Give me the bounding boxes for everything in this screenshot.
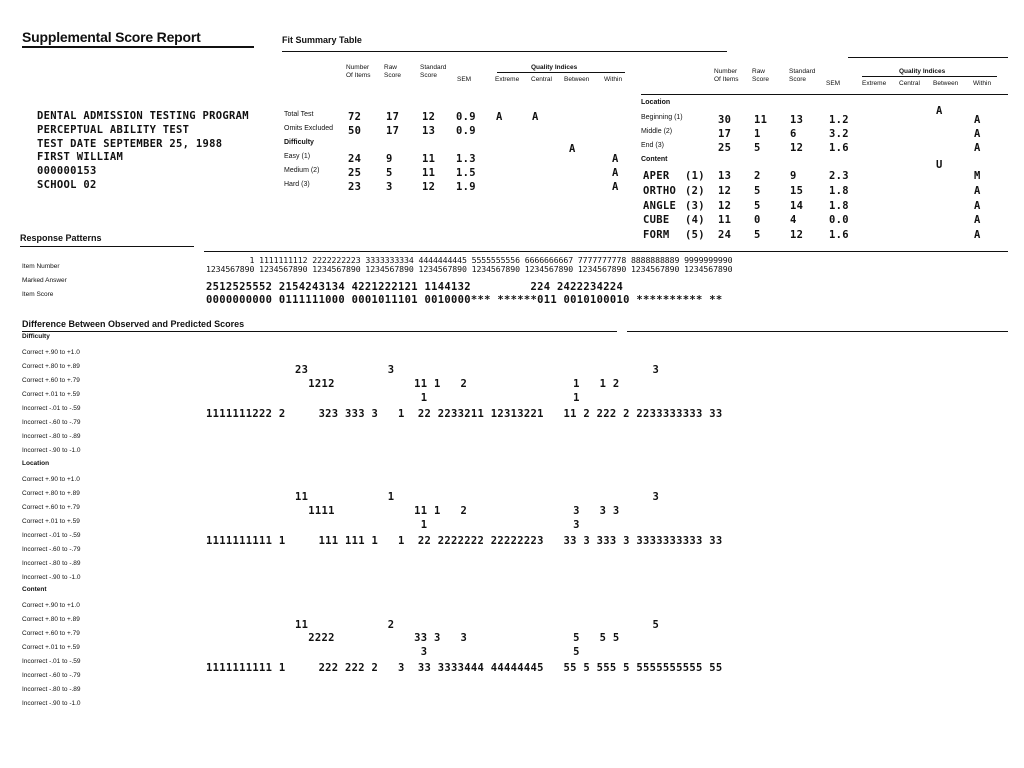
difficulty-row-2: 1212 11 1 2 1 1 2 xyxy=(295,378,620,390)
response-rule-1 xyxy=(20,246,194,247)
response-rule-2 xyxy=(204,251,1008,252)
report-title: Supplemental Score Report xyxy=(22,29,201,45)
col-number-of-items: Number Of Items xyxy=(346,64,371,79)
candidate-test-name: PERCEPTUAL ABILITY TEST xyxy=(37,123,190,136)
content-scale: Correct +.90 to +1.0 Correct +.80 to +.89 Correct +.60 to +.79 Correct +.01 to +.59 Incorrect -.01 to -.59 Incorrect -.60 to -.79 Incorrect -.80 to -.89 Incorrect -.90 to -1.0 xyxy=(22,602,81,707)
difference-rule-right xyxy=(627,331,1008,332)
right-col-raw-score: Raw Score xyxy=(752,68,769,83)
candidate-name: FIRST WILLIAM xyxy=(37,151,124,164)
location-row-3: 1 3 xyxy=(295,519,580,531)
col-sem: SEM xyxy=(457,76,472,83)
location-row-2: 1111 11 1 2 3 3 3 xyxy=(295,505,620,517)
content-row-3: 3 5 xyxy=(295,646,580,658)
response-patterns-title: Response Patterns xyxy=(20,233,102,243)
col-central: Central xyxy=(531,76,552,83)
location-quality: A xyxy=(936,105,943,117)
title-underline xyxy=(22,46,254,48)
right-col-between: Between xyxy=(933,80,959,87)
item-number-grid xyxy=(206,256,732,274)
col-quality-indices: Quality Indices xyxy=(531,64,578,71)
location-row-4: 1111111111 1 111 111 1 1 22 2222222 22222223 33 3 333 3 3333333333 33 xyxy=(206,535,723,547)
right-col-quality-indices: Quality Indices xyxy=(899,68,946,75)
col-standard-score: Standard Score xyxy=(420,64,447,79)
difference-title: Difference Between Observed and Predicted Scores xyxy=(22,319,245,329)
location-scale: Correct +.90 to +1.0 Correct +.80 to +.89 Correct +.60 to +.79 Correct +.01 to +.59 Incorrect -.01 to -.59 Incorrect -.60 to -.79 Incorrect -.80 to -.89 Incorrect -.90 to -1.0 xyxy=(22,476,81,581)
content-row-4: 1111111111 1 222 222 2 3 33 3333444 44444445 55 5 555 5 5555555555 55 xyxy=(206,662,723,674)
candidate-id: 000000153 xyxy=(37,165,97,178)
content-heading: Content xyxy=(641,156,668,163)
col-between: Between xyxy=(564,76,590,83)
item-number-label: Item Number xyxy=(22,263,60,270)
content-row-2: 2222 33 3 3 5 5 5 xyxy=(295,632,620,644)
difficulty-section-label: Difficulty xyxy=(22,333,50,340)
candidate-program: DENTAL ADMISSION TESTING PROGRAM xyxy=(37,110,249,122)
col-extreme: Extreme xyxy=(495,76,520,83)
right-col-sem: SEM xyxy=(826,80,841,87)
quality-indices-rule xyxy=(497,72,625,73)
difficulty-scale: Correct +.90 to +1.0 Correct +.80 to +.89 Correct +.60 to +.79 Correct +.01 to +.59 Incorrect -.01 to -.59 Incorrect -.60 to -.79 Incorrect -.80 to -.89 Incorrect -.90 to -1.0 xyxy=(22,349,81,454)
right-header-rule xyxy=(641,94,1008,95)
candidate-test-date: TEST DATE SEPTEMBER 25, 1988 xyxy=(37,137,223,150)
right-quality-indices-rule xyxy=(862,76,997,77)
difficulty-row-1: 23 3 3 xyxy=(295,364,660,376)
right-col-number-of-items: Number Of Items xyxy=(714,68,739,83)
content-quality: U xyxy=(936,159,943,171)
marked-answer-row: 2512525552 2154243134 4221222121 1144132 224 2422234224 xyxy=(206,281,624,293)
col-raw-score: Raw Score xyxy=(384,64,401,79)
location-heading: Location xyxy=(641,99,671,106)
item-score-label: Item Score xyxy=(22,291,54,298)
difficulty-row-4: 1111111222 2 323 333 3 1 22 2233211 12313221 11 2 222 2 2233333333 33 xyxy=(206,408,723,420)
col-within: Within xyxy=(604,76,623,83)
right-col-extreme: Extreme xyxy=(862,80,887,87)
fit-title-underline xyxy=(282,51,727,52)
right-col-within: Within xyxy=(973,80,992,87)
item-score-row: 0000000000 0111111000 0001011101 0010000*** ******011 0010100010 ********** ** xyxy=(206,294,723,306)
fit-summary-title: Fit Summary Table xyxy=(282,35,362,45)
candidate-school: SCHOOL 02 xyxy=(37,178,97,191)
candidate-info xyxy=(37,110,249,193)
location-section-label: Location xyxy=(22,460,50,467)
content-row-1: 11 2 5 xyxy=(295,619,660,631)
right-col-central: Central xyxy=(899,80,920,87)
difference-rule xyxy=(22,331,617,332)
item-number-ones: 1234567890 1234567890 1234567890 1234567890 1234567890 1234567890 1234567890 1234567890 1234567890 1234567890 xyxy=(206,264,733,274)
marked-answer-label: Marked Answer xyxy=(22,277,67,284)
fit-right-underline xyxy=(848,57,1008,58)
right-col-standard-score: Standard Score xyxy=(789,68,816,83)
location-row-1: 11 1 3 xyxy=(295,491,660,503)
content-section-label: Content xyxy=(22,586,47,593)
item-number-tens: 1 1111111112 2222222223 3333333334 4444444445 5555555556 6666666667 7777777778 8888888889 9999999990 xyxy=(206,255,733,265)
difficulty-row-3: 1 1 xyxy=(295,392,580,404)
